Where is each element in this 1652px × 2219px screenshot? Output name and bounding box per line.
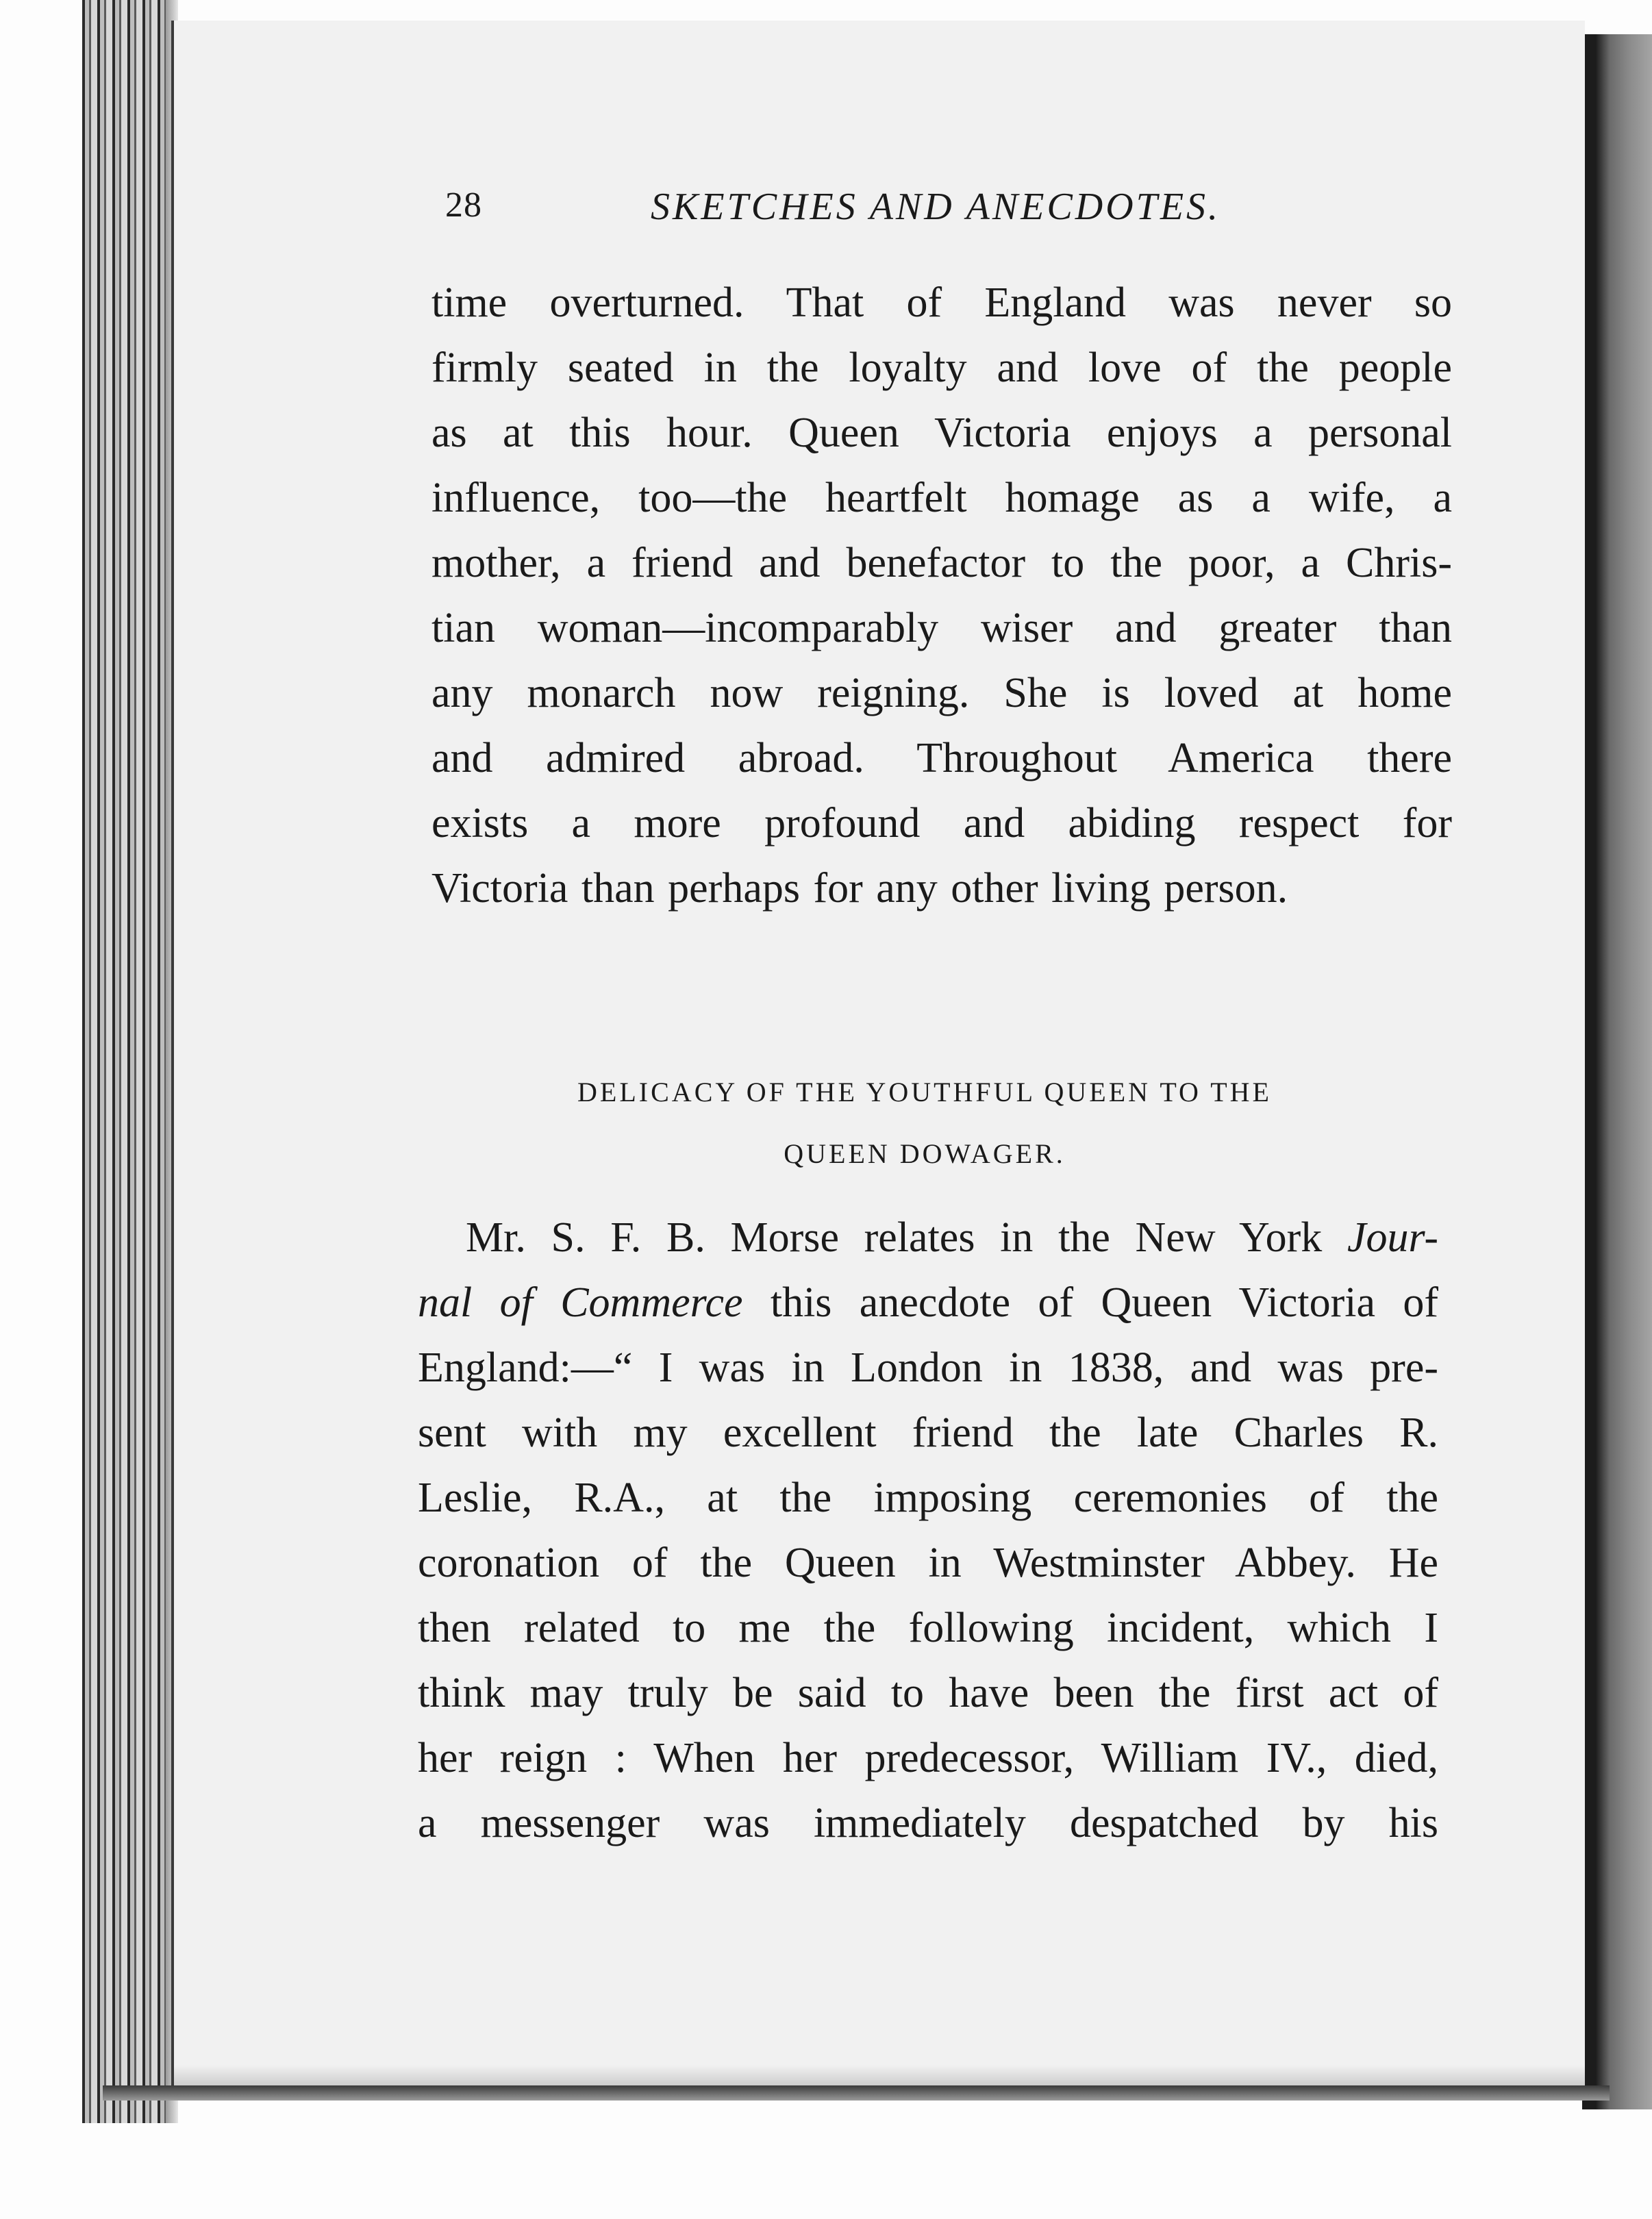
text-line — [418, 1270, 1438, 1336]
text-line: sent with my excellent friend the late Charles R. — [418, 1409, 1438, 1456]
text-line: time overturned. That of England was never so — [431, 279, 1452, 326]
italic-text: nal of Commerce — [418, 1279, 743, 1326]
text-run: Mr. S. F. B. Morse relates in the New York — [466, 1214, 1347, 1261]
text-line: and admired abroad. Throughout America there — [431, 735, 1452, 781]
running-title: SKETCHES AND ANECDOTES. — [651, 186, 1221, 228]
running-head — [445, 185, 1253, 240]
text-line: England:—“ I was in London in 1838, and was pre- — [418, 1344, 1438, 1391]
paragraph-2 — [418, 1205, 1438, 1856]
text-line: Leslie, R.A., at the imposing ceremonies of the — [418, 1475, 1438, 1521]
page-number: 28 — [445, 186, 482, 225]
text-line: then related to me the following incident, which I — [418, 1605, 1438, 1651]
text-line: influence, too—the heartfelt homage as a wife, a — [431, 475, 1452, 521]
text-line: Victoria than perhaps for any other living person. — [431, 865, 1288, 912]
section-heading-line-2: QUEEN DOWAGER. — [784, 1138, 1066, 1169]
text-line: a messenger was immediately despatched by his — [418, 1800, 1438, 1846]
book-page-edges — [82, 0, 178, 2123]
text-line — [418, 1205, 1438, 1270]
text-line: tian woman—incomparably wiser and greater than — [431, 605, 1452, 651]
section-heading — [479, 1062, 1370, 1185]
paragraph-1 — [431, 271, 1452, 921]
book-bottom-edge — [103, 2085, 1610, 2101]
text-line: firmly seated in the loyalty and love of the people — [431, 344, 1452, 391]
text-line: coronation of the Queen in Westminster Abbey. He — [418, 1540, 1438, 1586]
text-line: her reign : When her predecessor, William IV., died, — [418, 1735, 1438, 1781]
text-line: mother, a friend and benefactor to the poor, a Chris- — [431, 540, 1452, 586]
text-line: think may truly be said to have been the first act of — [418, 1670, 1438, 1716]
italic-text: Jour- — [1347, 1214, 1438, 1261]
text-line: as at this hour. Queen Victoria enjoys a personal — [431, 410, 1452, 456]
text-line: any monarch now reigning. She is loved at home — [431, 670, 1452, 716]
section-heading-line-1: DELICACY OF THE YOUTHFUL QUEEN TO THE — [577, 1077, 1272, 1107]
book-right-edge-shadow — [1582, 34, 1652, 2109]
text-run: this anecdote of Queen Victoria of — [742, 1279, 1438, 1326]
text-line: exists a more profound and abiding respect for — [431, 800, 1452, 847]
